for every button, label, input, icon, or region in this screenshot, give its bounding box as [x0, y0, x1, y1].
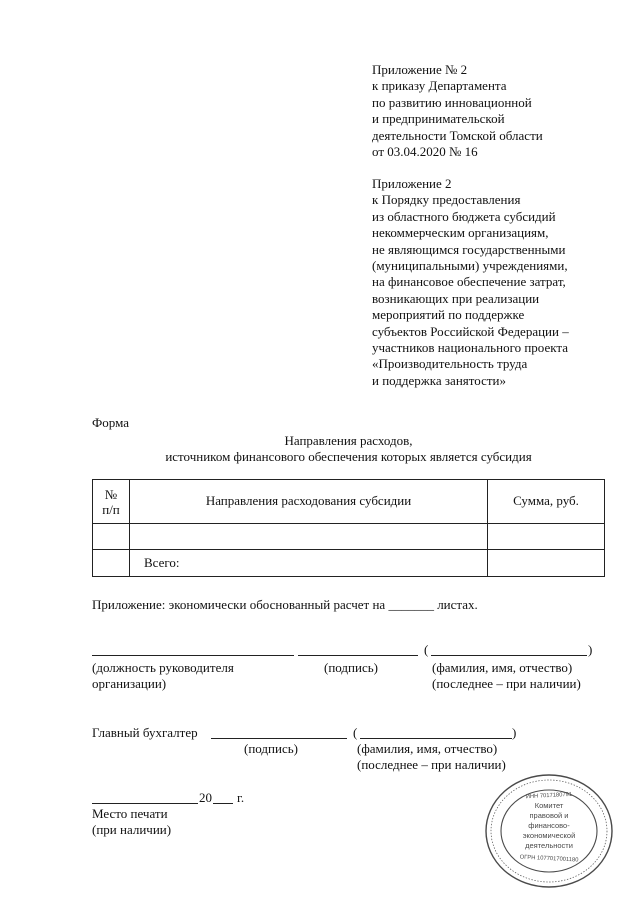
accountant-open-paren: ( — [353, 725, 358, 740]
position-line[interactable] — [92, 655, 294, 656]
accountant-signature-caption: (подпись) — [244, 741, 298, 756]
accountant-name-caption-line1: (фамилия, имя, отчество) — [357, 741, 498, 756]
name-caption-line2: (последнее – при наличии) — [432, 676, 581, 692]
position-caption — [92, 660, 234, 693]
appendix-main-line: Приложение № 2 — [372, 62, 468, 77]
accountant-signature-line[interactable] — [211, 738, 347, 739]
appendix-main-line: деятельности Томской области — [372, 127, 543, 143]
official-stamp — [483, 772, 615, 890]
appendix-main-line: от 03.04.2020 № 16 — [372, 144, 478, 160]
table-row — [93, 524, 605, 550]
name-open-paren: ( — [424, 642, 429, 657]
appendix-order-line: возникающих при реализации — [372, 290, 540, 306]
appendix-main-line: и предпринимательской — [372, 111, 505, 127]
position-caption-line2: организации) — [92, 676, 167, 692]
appendix-order-line: «Производительность труда — [372, 356, 528, 372]
signature-line[interactable] — [298, 655, 418, 656]
appendix-order-line: Приложение 2 — [372, 176, 452, 191]
header-sum: Сумма, руб. — [488, 480, 605, 524]
stamp-place-line1: Место печати — [92, 806, 168, 821]
table-cell-number — [93, 550, 130, 577]
appendix-order-line: субъектов Российской Федерации – — [372, 323, 569, 339]
appendix-main — [372, 62, 543, 160]
header-direction: Направления расходования субсидии — [130, 480, 488, 524]
name-caption-line1: (фамилия, имя, отчество) — [432, 660, 573, 675]
appendix-order-line: из областного бюджета субсидий — [372, 208, 556, 224]
signature-caption: (подпись) — [324, 660, 378, 675]
table-cell-direction[interactable] — [130, 524, 488, 550]
appendix-order-line: и поддержка занятости» — [372, 372, 506, 388]
year-suffix: г. — [237, 790, 245, 805]
name-close-paren: ) — [588, 642, 593, 657]
appendix-order-line: на финансовое обеспечение затрат, — [372, 274, 566, 290]
appendix-order-line: мероприятий по поддержке — [372, 307, 525, 323]
expense-directions-table — [92, 479, 605, 577]
table-cell-sum[interactable] — [488, 524, 605, 550]
appendix-main-line: к приказу Департамента — [372, 78, 507, 94]
appendix-order-line: участников национального проекта — [372, 340, 568, 356]
stamp-inn: ИНН 7017180791 — [525, 791, 573, 801]
stamp-line: деятельности — [525, 841, 573, 850]
year-prefix: 20 — [199, 790, 212, 805]
table-total-row — [93, 550, 605, 577]
header-number — [93, 480, 130, 524]
total-label: Всего: — [130, 550, 488, 577]
stamp-line: Комитет — [534, 801, 564, 810]
stamp-line: экономической — [522, 831, 576, 840]
chief-accountant-label: Главный бухгалтер — [92, 725, 198, 740]
accountant-close-paren: ) — [512, 725, 517, 740]
date-line[interactable] — [92, 803, 198, 804]
stamp-line: финансово- — [528, 821, 570, 830]
stamp-ogrn: ОГРН 1077017001180 — [519, 854, 579, 864]
header-number-line2: п/п — [102, 501, 120, 517]
document-title-line1: Направления расходов, — [284, 433, 413, 448]
total-sum-cell[interactable] — [488, 550, 605, 577]
year-line[interactable] — [213, 803, 233, 804]
stamp-line: правовой и — [529, 811, 569, 820]
appendix-order-line: (муниципальными) учреждениями, — [372, 258, 568, 274]
attachment-text: Приложение: экономически обоснованный расчет на _______ листах. — [92, 597, 478, 612]
appendix-order-line: не являющимся государственными — [372, 241, 566, 257]
appendix-order — [372, 176, 569, 389]
table-header-row — [93, 480, 605, 524]
name-line[interactable] — [431, 655, 587, 656]
document-title-line2: источником финансового обеспечения которых является субсидия — [165, 449, 532, 465]
name-caption — [432, 660, 581, 693]
stamp-place-line2: (при наличии) — [92, 822, 172, 838]
appendix-order-line: к Порядку предоставления — [372, 192, 521, 208]
accountant-name-line[interactable] — [360, 738, 512, 739]
position-caption-line1: (должность руководителя — [92, 660, 234, 675]
header-number-line1: № — [104, 486, 118, 502]
document-title — [92, 433, 605, 466]
accountant-name-caption — [357, 741, 506, 774]
accountant-name-caption-line2: (последнее – при наличии) — [357, 757, 506, 773]
table-cell-number[interactable] — [93, 524, 130, 550]
appendix-order-line: некоммерческим организациям, — [372, 225, 549, 241]
stamp-place — [92, 806, 171, 839]
appendix-main-line: по развитию инновационной — [372, 94, 532, 110]
form-label: Форма — [92, 415, 129, 430]
